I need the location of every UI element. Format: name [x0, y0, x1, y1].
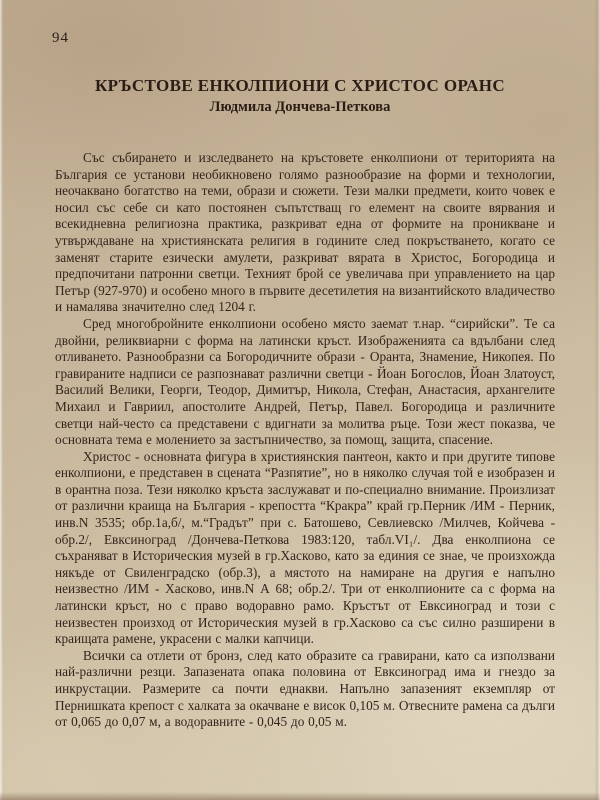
paragraph: Христос - основната фигура в християнския пантеон, както и при другите типове енколпиони, е представен в сцената “Разпятие”, но в няколко случая той е изобразен и в орантна поза. Тези няколко кръста заслужават и по-специално внимание. Произлизат от различни краища на България - крепостта “Кракра” край гр.Перник /ИМ - Перник, инв.N 3535; обр.1а,б/, м.“Градът” при с. Батошево, Севлиевско /Милчев, Койчева - обр.2/, Евксиноград /Дончева-Петкова 1983:120, табл.VI₁/. Два енколпиона се съхраняват в Историческия музей в гр.Хасково, като за единия се знае, че произхожда някъде от Свиленградско (обр.3), а мястото на намиране на другия е напълно неизвестно /ИМ - Хасково, инв.N А 68; обр.2/. Три от енколпионите са с форма на латински кръст, но с право водоравно рамо. Кръстът от Евксиноград и този с неизвестен произход от Историческия музей в гр.Хасково са със силно разширени в краищата рамене, украсени с малки капчици. — [55, 448, 555, 647]
article-author: Людмила Дончева-Петкова — [209, 99, 391, 115]
paragraph: Със събирането и изследването на кръстовете енколпиони от територията на България се установи необикновено голямо разнообразие на форми и технологии, неочаквано богатство на теми, образи и сюжети. Тези малки предмети, които човек е носил със себе си като постоянен съпътстващ го елемент на своите вярвания и всекидневна религиозна практика, разкриват една от формите на проникване и утвърждаване на християнската религия в годините след покръстването, когато се заменят старите езически амулети, разкриват вярата в Христос, Богородица и предпочитани патронни светци. Техният брой се увеличава при управлението на цар Петър (927-970) и особено много в първите десетилетия на византийското владичество и намалява значително след 1204 г. — [55, 150, 555, 315]
scan-bottom-shadow — [0, 792, 600, 800]
article-body — [55, 150, 555, 731]
paragraph: Сред многобройните енколпиони особено място заемат т.нар. “сирийски”. Те са двойни, реликвиарни с форма на латински кръст. Изображенията са вдълбани след отливането. Разнообразни са Богородичните образи - Оранта, Знамение, Никопея. По гравираните надписи се разпознават различни светци - Йоан Богослов, Йоан Златоуст, Василий Велики, Георги, Теодор, Димитър, Никола, Стефан, Анастасия, архангелите Михаил и Гавриил, апостолите Андрей, Петър, Павел. Богородица и различните светци най-често са представени с вдигнати за молитва ръце. Този жест показва, че основната тема е молението за застъпничество, за помощ, защита, спасение. — [55, 315, 555, 448]
article-title: КРЪСТОВЕ ЕНКОЛПИОНИ С ХРИСТОС ОРАНС — [94, 76, 506, 95]
article-heading — [50, 76, 550, 116]
page-number: 94 — [52, 30, 69, 46]
paragraph: Всички са отлети от бронз, след като образите са гравирани, като са използвани най-различни резци. Запазената опака половина от Евксиноград има и гнездо за инкрустации. Размерите са почти еднакви. Напълно запазеният екземпляр от Пернишката крепост с халката за окачване е висок 0,105 м. Отвесните рамена са дълги от 0,065 до 0,07 м, а водоравните - 0,045 до 0,05 м. — [55, 647, 555, 730]
